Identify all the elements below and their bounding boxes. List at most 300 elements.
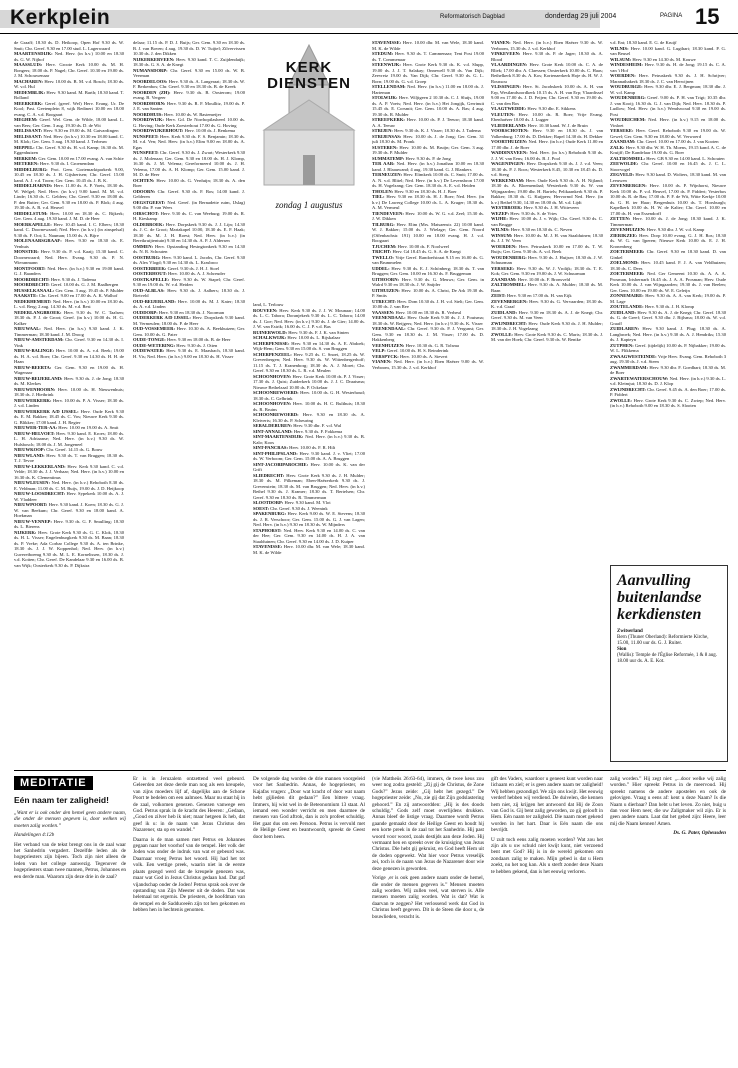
listing-place: OUDERKERK A/D IJSSEL:: [133, 315, 191, 320]
service-listing: [253, 390, 365, 401]
listing-services: Herv. 9.30 ds. T. Cammenaar; Tent Post 19.00 ds. T. Commenaar: [372, 51, 484, 62]
listing-place: ZWIJNDRECHT:: [491, 320, 527, 326]
meditatie-column-6: [610, 776, 726, 1061]
listing-place: NIEUWLEUSEN:: [14, 480, 50, 485]
service-listing: [133, 211, 245, 222]
listing-services: Herv. 10.00 ds. M. J. H. van Staalduinen; 18.30 ds. J. J. W. Veen: [491, 232, 603, 243]
listing-place: MACHAREN:: [14, 78, 44, 84]
service-listing: [14, 530, 124, 569]
listing-services: Herv. 10.00 ds. J. v. Wijk; Chr. Geref. 9.30 ds. C. van Brugge: [491, 216, 603, 227]
listing-services: Herv. 9.30 dhr. E. J. Bergman; 18.30 dhr. J. W. v.d. Kamp: [610, 84, 726, 95]
listing-services: Herv. 9.30 ds. J. H. Witteveen: [523, 205, 579, 210]
listing-place: MEERKERK:: [14, 100, 43, 106]
service-listing: [14, 326, 124, 337]
listing-services: Ned. Herv. (in h.v.) Oude Kerk 11.00 en 17.00 dhr. J. de Boer: [491, 139, 603, 150]
service-listing: [14, 376, 124, 387]
listing-place: OUDE-TONGE:: [133, 337, 166, 342]
listing-place: SCHERPENISSE:: [253, 340, 290, 346]
aanvulling-text-2: (Wallis): Temple de l'Église Reformée, 1 & 8 aug. 18.00 uur ds. A. E. Kot.: [617, 653, 718, 664]
listing-place: OIRSCHOT:: [133, 210, 159, 216]
service-listing: [14, 409, 124, 426]
listing-place: NOORDHUIS:: [133, 111, 163, 117]
listing-services: Herv. 9.30 ds. F. J. K. van Sinten: [288, 329, 349, 335]
listing-services: land, L. Terlouw: [253, 302, 284, 307]
listing-services: Herv. Dorpskerk 9.30 kand. M. Vermeulen; 18.00 ds. P. de Heer: [133, 315, 245, 326]
listing-services: Herv. 9.30 kand. M. Barth; 18.30 kand. T. Bolland: [14, 89, 124, 100]
service-listing: [14, 62, 124, 79]
listing-services: Ned. Herv. Kerk 9.30 en 14.00 ds. C. van der Hee; Ger. Gem. 9.30 en 14.00 ds. H. J. A. van Staalduinen; Chr. Geref. 9.30 en 14.00 ds. J. D. Kuiper: [253, 527, 365, 544]
service-listing: [372, 145, 484, 156]
listing-services: Herv. 9.30 en 18.30 ds. A. J. de Knegt; Chr. Geref. 9.30 ds. M. van Veen: [491, 309, 603, 320]
listing-services: Herv. Dorpskerk 9.30 ds. J. J. v.d. Veen; 18.30 ds. P. J. Roos; Westerkerk 8.45, 10.30 en 18.45 ds. D. v.d. Steeg: [491, 161, 603, 177]
service-listing: [610, 95, 726, 117]
service-listing: [491, 139, 603, 150]
listing-place: WINDESHEIM:: [610, 62, 643, 67]
service-listing: [372, 277, 484, 288]
service-listing: [14, 387, 124, 398]
listing-services: Herv. Groote Kerk 10.00 ds. M. H. Bongers; 18.00 ds. P. Nagel; Chr. Geref. 10.30 en 19.00 ds. J. M. Schouwenaar: [14, 62, 124, 78]
meditatie-paragraph: Daarna is de man samen met Petrus en Johannes gegaan naar het voorhof van de tempel. Het volk der Joden was onder de indruk van wat er gebeurd was. Daarnaar vroeg Petrus het woord. Hij had het tot volk. Een wettige preek, waarin niet in de eerste plaats gezegd werd dat de kreupele genezen was, maar wat God in Jezus Christus gedaan had. Dat gaf vijandschap onder de Joden! Petrus sprak ook over de opstanding van Zijn Meester uit de doden. Dat was helemaal tot ergernis. De priesters, de hoofdman van de tempel en de Sadduceeën zijn tot hen gekomen en hebben hen in hechtenis genomen.: [133, 836, 245, 914]
meditatie-quote: „Want er is ook onder den hemel geen andere naam, die onder de mensen gegeven is, door welken wij moeten zalig worden.”: [14, 810, 126, 829]
service-listing: [372, 62, 484, 84]
service-listing: [491, 266, 603, 277]
listing-place: STAVENISSE:: [372, 40, 402, 45]
listing-place: WINSUM:: [491, 232, 513, 238]
listing-place: RUINERWOLD:: [253, 329, 288, 335]
service-listing: [372, 255, 484, 266]
listing-place: NIEUWER-TER-AA:: [14, 425, 58, 430]
listing-services: Ned. Ger Gemeent 10.30 ds. A. A. A. Prosman, Irisbernarb 16.45 ds. J. A. A. Prosman; Herv. Oude Kerk 10.00 ds. J. van Wijngaarden; 19.30 ds. J. van Beelen; Ger. Gem. 10.00 en 19.00 ds. W. E. Geleijn: [610, 271, 726, 293]
listing-services: Herv. 9.30 en 18.30 ds. H. J. Boer; Ned. Herv. (in h.v.) De Lawerg College 10.00 ds. L. A. Kruger; 18.30 ds. A. M. Vermeul: [372, 194, 484, 210]
listing-services: Herv. 9.30 dhr. F. v.d. Wal: [293, 423, 342, 428]
listing-services: Herv. Elimkerk 10.00 ds. C. Smit; 17.00 ds. A. N. v.d. Blitel; Ned. Herv. (in h.v.) De Levensbron 17.00 ds. H. Vogelzang; Ger. Gem. 18.30 ds. A. E. v.d. Heiden: [372, 172, 484, 188]
listing-services: Ned. Herv. (in h.v.) 10.30 en 18.00 kand. C. M. Klok; Ger. Gem. 5 aug. 19.30 kand. J. Terbeuw: [14, 133, 124, 144]
listing-place: WOUDRICHEM:: [610, 117, 646, 122]
listing-services: Herv. 10.00 ds. P. A. Visser; 18.30 ds. J. v.d. Linden: [14, 397, 124, 408]
listing-place: OMMEN:: [133, 243, 154, 249]
listing-column-6: [610, 40, 726, 560]
listing-services: Herv. 9.30 en 18.30 ds. H. J. Boer: [394, 188, 457, 194]
service-listing: [133, 178, 245, 189]
service-listing: [491, 216, 603, 227]
service-listing: [491, 51, 603, 62]
listing-services: Herv. Oude Kerk 9.30 ds. E. M. Bakker; 18.45 ds. C. Vos; Nieuwe Kerk 9.30 ds. G. Blikker; 17.00 kand. J. H. Regter: [14, 408, 124, 425]
listing-place: NEDERLANGBROEK:: [14, 309, 62, 315]
service-listing: [253, 544, 365, 555]
listing-services: Chr. Geref. 9.30 ds. F. Bos; 14.00 kand. J. Gelderen: [133, 188, 245, 199]
listing-services: Herv. 10.00 en 18.30 ds. C. Bijkerk; Ger. Gem. 4 aug. 19.30 kand. J. M. D. de Heer: [14, 210, 124, 221]
listing-place: WOERDEN:: [491, 243, 517, 249]
service-listing: [133, 90, 245, 101]
listing-place: STELLENDAM:: [372, 84, 406, 89]
listing-place: WEZEP:: [491, 210, 510, 216]
listing-place: ZALTBOMMEL:: [491, 282, 527, 287]
listing-place: WOUDBURGE:: [610, 84, 643, 89]
listing-services: Herv. 10.00 en 18.30 ds. R. Verheul: [395, 309, 462, 315]
service-listing: [14, 348, 124, 365]
listing-place: MONTFOORT:: [14, 265, 46, 271]
listing-place: VIANEN:: [491, 40, 511, 45]
listing-place: SUMMATEMP:: [372, 155, 405, 161]
listing-place: MEDEMBLIK:: [14, 89, 46, 95]
listing-services: Ger. Gem. 9.30 en 19.00 ds. H. Wagenaar: [14, 364, 124, 375]
listing-place: VLISSINGEN:: [491, 84, 521, 89]
service-listing: [14, 222, 124, 239]
listing-services: Herv. Dom 10.30 ds. J. H. v.d. Stelt; Ger. Gem. 10.00 ds. J. van Ree: [372, 298, 484, 309]
listing-services: Herv. 9.30 ds. F. Fokkema: [293, 428, 343, 434]
service-listing: [133, 255, 245, 266]
listing-services: Herv. 9.30 ds. A. J. de Knegt; Chr. Geref. 18.30 ds. G. de Greef; Geref. 9.30 dhr. J. Bijlsma; 18.00 ds. W. v.d. Graaff: [610, 309, 726, 326]
listing-place: NOORDWIJKERHOUT:: [133, 128, 184, 133]
listing-services: Prot. Gem. Gortemarktparkerk 9.00, 10.45 en 18.30 ds. J. H. Gijsbertsen; Chr. Geref. 15.00 kand. A. J. v.d. Toorn; Ger. Gem. 10.45 ds. J. B. K.: [14, 166, 124, 183]
service-listing: [133, 326, 245, 337]
listing-services: v.d. Ent; 18.30 kand. E. G. de Kruijf: [610, 40, 677, 45]
listing-place: ZALK:: [610, 144, 625, 150]
listing-column-1: [14, 40, 124, 760]
listing-services: Herv. 10.00 ds. P. Wijnhorst, Nieuwe Kerk 10.00 ds. P. v.d. Heuvel, 17.00 ds. P. Fiddert; Vesterbos 10.00 ds. R. de Bas; 17.00 ds. P. F. de Wit, Witte Kerkje 10.00 ds. G. H. ter Haar; Bergenhuis 10.00 ds. T. Horsburgh; Kapelkerk 10.00 ds. H. W. de Kalter; Chr. Geref. 10.00 en 17.00 ds. H. van Essendorff: [610, 183, 726, 216]
service-listing: [253, 528, 365, 545]
service-listing: [372, 161, 484, 172]
service-listing: [253, 308, 365, 330]
kerkdiensten-box: [253, 40, 365, 298]
listing-services: Herv. 10.30 ds. A. Beekhuizen; Ger. Gem. 10.00 ds. G. Pater: [133, 326, 245, 337]
listing-place: SCHOONREWOERD:: [253, 390, 299, 395]
listing-place: MAASSLUIS:: [14, 62, 43, 67]
aanvulling-body: [611, 627, 727, 667]
meditatie-column-5: [491, 776, 603, 1061]
listing-services: Herv. 10.00 ds. L. Rijskalaar: [287, 335, 341, 340]
service-listing: [372, 134, 484, 145]
aanvulling-region-2: Sion: [617, 647, 627, 652]
listing-place: MELISSANT:: [14, 133, 43, 139]
listing-services: Herv. 9.30 kand. T. C. Zuijdendaijk; 18.30 ds. G. S. A. de Knegt: [133, 56, 245, 67]
service-listing: [372, 211, 484, 222]
listing-services: Herv. 10.00 dhr. M. van Wele, 18.30 kand. M. K. de Wilde: [372, 40, 484, 51]
listing-services: delaar; 11.15 ds. P. D. J. Buijs; Ger. Gem. 9.30 en 18.30 ds. B. J. van Boven; 4 aug. 19.30 ds. D. W. Tuijtel; Zilvervissen 10.30 ds. J. den Dikken: [133, 40, 245, 56]
publication-name: Reformatorisch Dagblad: [440, 14, 505, 20]
listing-place: VINKEVEEN:: [491, 51, 521, 56]
service-listing: [491, 178, 603, 206]
listing-services: Herv. Kerk 9.30 ds. F. S. Benjamin; 18.30 ds. M. v.d. Ven; Ned. Herv. (in h.v.) Elim 9.00 en 18.00 ds. A. Egas: [133, 133, 245, 150]
listing-place: UDDEL:: [372, 265, 390, 271]
listing-place: ZONNEMAIRE:: [610, 293, 644, 298]
listing-place: TJUCHEM:: [372, 243, 397, 249]
listing-services: Herv. Grote Kerk 9.30 ds. C. Zwiep; Ned. Herv. (in h.v.) Rehoboth 9.00 en 18.30 ds. S. Slooten: [610, 397, 726, 408]
listing-services: Herv. 10.00 ds. B. M. v.d. Bosch; 18.30 ds. W. v.d. Hul: [14, 78, 124, 89]
listing-place: SLOOTDORP:: [253, 500, 284, 505]
listing-services: Herv. Gd. De Norrhoptlasheerl 10.00 ds. G. Hoving; Oude Kerk Zoesterhout 17.00 ds. G. Hoving: [133, 117, 245, 128]
service-listing: [610, 260, 726, 271]
listing-services: Herv. 9.30 ds. W. C. Taalsen; 18.30 ds. P. J. de Groot; Geref. (in h.v.) 10.00 ds. H. G. Kalker: [14, 309, 124, 326]
service-listing: [610, 62, 726, 73]
listing-services: Ned. Herv. (in h.v.) 9.15 en 18.00 ds. Vinloet: [610, 117, 726, 128]
kerkdiensten-title: [253, 60, 365, 92]
listing-services: Herv. GB 9.30 en 14.00 kand. L. Schouten: [646, 155, 725, 161]
listing-services: Herv. 9.30 ds. E. Maasbach, 18.30 kand. H. Vis; Ned. Herv. (in h.v.) 9.00 en 18.30 ds. H. Visser: [133, 348, 245, 359]
listing-services: Geref. 9.30 ds. J. H. J. Stoel: [167, 265, 220, 271]
listing-place: NIEUWLAND:: [14, 452, 45, 458]
meditatie-paragraph: Vorige ‚er is ook geen andere naam onder de hemel, die onder de mensen gegeven is.” Mensen moeten zalig worden. Wij zullen veel, wat sterven is. Alle mensen moeten zalig worden. Wat is dat? Wat is daarvan te zeggen? Het verlossend werk dat God in Christus heeft gegeven. Dit is de Steen die door u, de bouwlieden, veracht is.: [372, 875, 484, 920]
listing-place: STAPHORST:: [253, 527, 282, 533]
listing-services: Chr. Geref. 9.00 en 17.00 ds. A. K. Walhof: [38, 293, 118, 298]
listing-services: Herv. Elim (Mrs. Matsaenstr. 22) 10.00 kand. W. J. Bakker; 15.00 ds. J. Wielage; Ger. Gem. Noord (Offenbachstr. 191) 10.00 en 18.00 evang. H. J. v.d. Boogaart: [372, 221, 484, 243]
listing-services: Geref. 10.00 ds. G. J. M. Baalbergen: [50, 282, 119, 287]
issue-date: donderdag 29 juli 2004: [545, 13, 617, 20]
service-listing: [14, 266, 124, 277]
kerkdiensten-date: zondag 1 augustus: [275, 200, 343, 210]
listing-services: Herv. 10.00 ds. J. de Jong; Ger. Gem. 31 juli 18.30 ds. M. Pronk: [372, 133, 484, 144]
listing-services: Ger. Gem. 10.00 en 17.00 evang. A. van Schie: [38, 155, 124, 161]
listing-place: SEBALDEBUREN:: [253, 423, 293, 428]
listing-place: SUSTEREN:: [372, 144, 398, 150]
service-listing: [372, 359, 484, 370]
listing-place: YERSEKE:: [610, 128, 634, 133]
listing-place: OUD-BEIJERLAND:: [133, 298, 176, 304]
service-listing: [133, 277, 245, 288]
listing-services: Herv. 10.00 kand. G. Lugthart; 18.30 kand. P. G. van Beusel: [610, 45, 726, 56]
service-listing: [14, 398, 124, 409]
listing-services: Herv. 10.00 ds. W. G. v.d. Zeel; 15.30 ds. J. W. Dikken: [372, 210, 484, 221]
listing-services: Herv. 10.00 ds. W. Bastemeijer: [164, 111, 222, 117]
service-listing: [14, 502, 124, 519]
service-listing: [610, 183, 726, 216]
service-listing: [14, 134, 124, 145]
listing-services: Herv. 9.30 dhr. J. W. v.d. Kamp: [646, 227, 705, 232]
listing-place: NUMANSDORP:: [133, 67, 168, 73]
listing-place: MEGHEM:: [14, 117, 38, 122]
service-listing: [372, 266, 484, 277]
listing-place: NOORDHORN:: [133, 100, 166, 106]
service-listing: [491, 150, 603, 161]
listing-services: Herv. 10.45 kand. I. C. Elbers; 18.30 kand. C. Doornewaard; Ned. Herv. (in h.v.) (in zinspelsal) 9.30 ds. F. Oot; L. Nauman; 15.00 ds. A. Bijre: [14, 221, 124, 238]
service-listing: [610, 128, 726, 139]
service-listing: [610, 354, 726, 365]
service-listing: [491, 321, 603, 332]
listing-place: MOERKAPELLE:: [14, 221, 52, 227]
listing-place: UITHOORN:: [372, 276, 400, 282]
header-rule: [0, 33, 738, 34]
listing-services: Chr. Geref. 10.00 en 16.45 ds. J. C. L. Stoorvogel: [610, 161, 726, 172]
listing-services: Ned. Herv. (in h.v.) 9.30 ds. L. v.d. Kleimjut; 18.30 ds. D. J. Klop: [610, 375, 726, 386]
service-listing: [372, 194, 484, 211]
listing-services: Herv. Dorpskerk 9.30 ds. J. J. Lijn; 14.30 ds. J. C. de Groot; Mariakapel 10.00, 18.30 ds. E. F. Haak; 18.30 ds. M. J. H. Roest; Ned. Herv. (in h.v.) (in Bereikruijtentuin) 9.30 en 14.30 ds. A. P. J. Aldersen: [133, 221, 245, 243]
listing-place: WILNIS:: [491, 227, 510, 232]
listing-services: Herv. Gd 18.45 ds. G. S. A. de Knegt: [392, 249, 461, 254]
listing-services: Herv. 9.30 ds. W. Stapel; Chr. Geref. 9.30 en 19.00 ds. W. v.d. Heiden: [133, 276, 245, 287]
listing-place: VLEUTEN:: [491, 111, 515, 117]
service-listing: [610, 84, 726, 95]
service-listing: [372, 84, 484, 95]
service-listing: [14, 299, 124, 310]
listing-services: Chr. Geref. 9.30 ds. J. Zwart; Westerkerk 9.30 ds. J. Molenaar; Ger. Gem. 9.30 en 18.00 ds. H. J. Klomp, 16.30 ds. J. M. Velema; Gereformeerd 10.00 ds. J. H. Velema, 17.00 ds. A. H. Klomp; Ger. Gem. 15.00 kand. J. M. D. de Heer: [133, 150, 245, 177]
listing-place: VEENHUIZEN:: [372, 342, 405, 348]
listing-services: Chr. Geref. 14.15 ds. G. Bouw: [46, 447, 103, 452]
listing-services: Geref. Wel. Gem. de Wilde, 18.00 kand. L. van Bers; Ger. Gem. 3 aug. 19.30 ds. D. de Wit: [14, 117, 124, 128]
listing-services: Geref. 10.00 ds. H. S. Reinderink: [386, 348, 449, 353]
listing-place: ZUIDLAND:: [491, 309, 518, 315]
listing-place: NIEUW-LEKKERLAND:: [14, 463, 66, 469]
listing-place: OEGSTGEEST:: [133, 199, 166, 205]
listing-services: Herv. Grote Kerk 9.30 ds. J. H. Mulder; 18.30 ds. M. Pilkeman; Eben-Haëzerkerk 9.30 ds. J. Grevenstein; 18.30 ds. M. van Bruggen; Ned. Herv. (in h.v.) Bethel 9.30 ds. J. Kramer; 18.30 ds. T. Bertelsen; Chr. Geref. 9.30 en 18.30 ds. R. Timmerman: [253, 472, 365, 500]
service-listing: [253, 451, 365, 462]
service-listing: [14, 480, 124, 491]
service-listing: [133, 315, 245, 326]
listing-column-3: [253, 302, 365, 760]
listing-services: Herv. 9.30 dhr. W. H. Th. Moens, 19.15 kand. A. C. de Kruijff; De Kandelaar 19.00 ds. G. Boer: [610, 144, 726, 155]
listing-services: Herv. 9.30 en 14.30 ds. A. E. Abdoek; Wijk-Hem; Gem. 9.30 en 15.00 ds. S. van Bruggen: [253, 340, 365, 351]
listing-services: Herv. 9.25 ds. C. Snoei, 18.25 ds. W. Grevenbergen; Ned. Herv. 9.30 ds. W. Wittenbergerhoff; 11.15 ds. T. J. Kranenborg; 18.30 ds. A. J. Moret; Chr. Geref. 9.30 en 18.30 ds. L. R. v.d. Meulen: [253, 351, 365, 373]
listing-place: ZOETERMEER:: [610, 249, 645, 254]
listing-place: SOEST:: [253, 505, 269, 511]
aanvulling-region: Zwitserland: [617, 629, 643, 634]
listing-place: ZWOLLE:: [491, 331, 513, 337]
listing-services: Herv. 10.45 kand. F. J. A. van Veldhuizen; 18.30 ds. C. Dees: [610, 260, 726, 271]
listing-place: ODOORN:: [133, 188, 156, 194]
service-listing: [14, 431, 124, 448]
meditatie-paragraph: De volgende dag worden de drie mannen voorgeleid voor het Sanhedrin. Annas, de hogepriester, en Kajafas vragen: „Door wat kracht of door wat naam hebt gijlieden dit gedaan?” Een bittere vraag. Immers, hij wist wel in de Beteonomium 13 staat. Al iemand een wonder verricht en men daarmee de mensen van God aftrok, dan is zo'n profeet schuldig. Het gaat dus om een Persoon. Petrus is vervuld met de Heilige Geest en beantwoordt, spreekt de Geest door hem heen.: [253, 776, 365, 840]
listing-place: ZUTPHEN:: [610, 342, 634, 348]
listing-place: YERSEKE:: [491, 265, 515, 271]
listing-services: Herv. Oude Kerk 9.30 ds. J. J. Poutsma; 18.30 ds. W. Reijgers; Ned. Herv. (in h.v.) 9.30 ds. K. Visser: [372, 315, 484, 326]
service-listing: [610, 172, 726, 183]
listing-place: VEENENDAAL:: [372, 326, 406, 331]
service-listing: [372, 117, 484, 128]
service-listing: [14, 211, 124, 222]
listing-place: ZEVENBERGEN:: [491, 298, 528, 304]
listing-services: Herv. Petruskerk 9.30 ds. J. H. Schrijver; Maranathakerk 18.30 ds. J. C. van Herwijnen: [610, 73, 726, 84]
listing-place: ZUIDLAREN:: [610, 326, 640, 331]
service-listing: [14, 167, 124, 184]
meditatie-paragraph: Er is in Jeruzalem ontzettend veel gebeurd. Geleerden zet deze derde man nog als een kreupele, van zijns moeders lijf af, dagelijks aan de Schone Poort te bedelen om een aalmoes. Maar nu staat hij in de zaal, volkomen genezen. Genezen vanwege een God. Petrus sprak in de kracht des Heeren: „Gedaan, „Goud en zilver heb ik niet; maar hetgeen ik heb, dat geef ik u: in de naam van Jezus Christus den Nazarener, sta op en wandel.”: [133, 776, 245, 834]
listing-services: Chr. Geref. 9.30 en 14.30 ds. I. Vink: [14, 337, 124, 348]
listing-services: Herv. 9.30 kand. J. Koen; 18.30 ds. G. J. W. van Beekum; Chr. Geref. 9.30 en 18.00 kand. A. Hoekman: [14, 502, 124, 518]
listing-services: Ned. Herv. (in h.v.) Rehoboth 9.30 ds. J. J. W. van Eens; 16.00 ds. B. J. Pool: [491, 150, 603, 161]
listing-services: Herv. 11.00 ds. A. P. Voets, 18.30 ds. W. Welgel; Ned. Herv. (in h.v.) 9.00 kand. M. M. v.d. Linde; 16.30 ds. C. Gelders; Chr. Geref. 9.30 en 18.00 ds. P. den Butter; Ger. Gem. 9.30 en 18.00 ds. P. Blok; 4 aug. 19.30 ds. A. B. v.d. Heuvel: [14, 183, 124, 210]
listing-place: SINT-PHILIPSLAND:: [253, 450, 298, 456]
listing-place: NUNSPEET:: [133, 133, 159, 139]
listing-place: TWELLO:: [372, 254, 394, 260]
listing-place: UTRECHT:: [372, 298, 396, 304]
service-listing: [133, 244, 245, 255]
listing-place: MAARTENSDIJK:: [14, 51, 53, 56]
service-listing: [372, 222, 484, 244]
listing-services: Herv. 9.30 ds. P. v.d. Kaaij; 15.30 kand. C. Doornewaard; Ned. Herv. Evang. 9.30 ds. P. N. Wieranmann: [14, 249, 124, 265]
service-listing: [14, 249, 124, 266]
listing-place: WOUDENBERG:: [491, 254, 527, 260]
listing-services: Herv. 9.30 ds. J. Aalbers; 18.30 ds. J. Rietveld: [133, 287, 245, 298]
listing-services: Herv. Dorp 10.00 evang. G. J. H. Ros; 18.30 ds. W. G. van Ijperen; Nieuwe Kerk 10.00 ds. E. J. H. Kronenberg: [610, 232, 726, 249]
page-header: [0, 0, 738, 34]
service-listing: [372, 40, 484, 51]
listing-place: NIEUWERKERK:: [14, 397, 52, 403]
service-listing: [14, 491, 124, 502]
service-listing: [133, 57, 245, 68]
listing-place: VOORSCHOTEN:: [491, 128, 529, 133]
service-listing: [133, 79, 245, 90]
listing-services: Herv. 9.30 ds. J. Huijser; 18.30 ds. J. W. Schuurman: [491, 254, 603, 265]
listing-services: Herv. Grote Kerk 10.00 ds. C. A. de Bliek; 17.00 dhr. A. Claessen; Oosterkerk 10.00 ds. C. Haas; Bethelkerk 8.30 ds. A. Kos; Kortenaerkerk Hoje ds. H. W. J. Roussou: [491, 62, 603, 84]
service-listing: [372, 315, 484, 326]
listing-place: NIEUW-BALINGE:: [14, 348, 55, 353]
service-listing: [610, 249, 726, 260]
listing-services: Herv. 10.00 ds. A. J. Schreuder: [168, 271, 226, 276]
listing-services: Geref. (geref. Wel) Herv. Evang. Ur. De Kool; Past. Geetenplein 8, wijk Redinert 10.00 en 18.00 evang. C. A. v.d. Boogaart: [14, 100, 124, 117]
service-listing: [610, 233, 726, 250]
listing-place: STRIJEN:: [372, 128, 393, 133]
listing-place: WAGENINGEN:: [491, 161, 525, 166]
listing-place: ZEVENBERGEN:: [610, 183, 647, 188]
listing-place: ZIERIKZEE:: [610, 232, 638, 238]
listing-place: ROUVEEN:: [253, 307, 278, 313]
service-listing: [491, 332, 603, 343]
listing-place: ZALTBOMMEL:: [610, 155, 646, 161]
listing-services: Herv. Kerk 9.30 kand. C. v.d. Velde; 18.30 ds. J. J. Verhaar; Ned. Herv. (in h.v.) 10.00 en 16.30 ds. K. Clementinus: [14, 463, 124, 480]
listing-services: Herv. 9.30 ds. W. J. Vrolijk; 18.30 ds. T. E. Kok; Ger. Gem. 9.30 en 19.00 ds. J. W. Schuurman: [491, 265, 603, 276]
service-listing: [610, 46, 726, 57]
listing-services: Herv. 10.00 ds. A. Sievert: [399, 353, 448, 359]
service-listing: [491, 244, 603, 255]
section-title: Kerkplein: [10, 6, 111, 29]
listing-place: NIJKERKERVEEN:: [133, 56, 175, 62]
listing-services: Herv. 9.30 ds. G. Vervaarden; 18.30 ds. K. v.d. Graaf: [491, 298, 603, 309]
listing-place: NIEUW-HELVOET:: [14, 430, 55, 436]
listing-services: Herv. Kerk 9.30 ds. J. J. W. Mounaar; 14.00 ds. L. C. Tabora; Doranjekerk 9.30 ds. L. C. Tabora; 14.00 ds. J. Goe; Ned. Herv. (in h.v.) 9.30 ds. J. de Gier; 14.00 ds. J. W. van Estrik; 16.00 ds. C. J. P. v.d. Bas: [253, 307, 365, 329]
listing-services: Herv. 10.00 ds. K. van der Grift: [253, 461, 365, 472]
service-listing: [14, 337, 124, 348]
service-listing: [14, 519, 124, 530]
listing-place: OUD-VOSSEMEER:: [133, 326, 176, 331]
service-listing: [14, 365, 124, 376]
service-listing: [14, 310, 124, 327]
listing-services: Herv. 9.30 ds. H. de Jong; 19.15 ds. C. A. van 't Hof: [610, 62, 726, 73]
listing-place: NIEUWAAL:: [14, 326, 41, 331]
listing-services: Herv. 9.30 en 18.00 ds. B. de Heer: [167, 337, 231, 342]
meditatie-column-3: [253, 776, 365, 1061]
listing-place: MEPPEL:: [14, 144, 35, 150]
listing-services: Herv. 9.30 ds. J. de Jong; 18.30 ds. M. Klerkes: [14, 375, 124, 386]
service-listing: [610, 271, 726, 293]
listing-services: Ned. Herv. (in h.v.) 9.30 kand. J. K. Timmerman; 18.30 kand. J. M. Droog: [14, 326, 124, 337]
service-listing: [491, 161, 603, 178]
listing-place: ZEGVELD:: [610, 172, 634, 177]
listing-place: ZWAAGWESTEINDE:: [610, 353, 657, 359]
listing-services: Herv. 9.30 en 18.30 ds. J. Noorman: [158, 309, 225, 315]
listing-services: Herv. 9.30 kand. E. Kroes; 18.00 ds. L. H. Adriaanse; Ned. Herv. (in h.v.) 9.30 ds. W. Hulsbosch; 18.00 ds. J. M. Jongeneel: [14, 430, 124, 447]
service-listing: [133, 40, 245, 57]
listing-services: Herv. 9.30 kand. L. Jacobs, Chr. Geref. 9.30 ds. Alex Vlogd; 9.30 en 14.30 ds. L. Krasbroo: [133, 254, 245, 265]
listing-place: OOSTKAPELLE:: [133, 276, 170, 282]
service-listing: [253, 473, 365, 501]
listing-place: MOLENAARSGRAAF:: [14, 238, 62, 243]
service-listing: [133, 134, 245, 151]
listing-place: VERSPYCK:: [372, 353, 399, 359]
service-listing: [253, 341, 365, 352]
meditatie-column-2: [133, 776, 245, 1061]
listing-place: NIEUW-VENNEP:: [14, 518, 52, 524]
listing-place: ZEVENHUIZEN:: [610, 227, 646, 232]
listing-place: TRICHT:: [372, 249, 392, 254]
listing-place: NUNSPEET:: [133, 150, 159, 155]
service-listing: [14, 90, 124, 101]
listing-services: Ned. Herv. (in h.v.) 10.00 en 18.30 ds. G. W. Nijhof: [14, 51, 124, 62]
service-listing: [491, 84, 603, 106]
listing-place: NIEUWENHOORN:: [14, 386, 56, 392]
service-listing: [14, 51, 124, 62]
listing-place: VOORTHUIZEN:: [491, 139, 528, 144]
service-listing: [14, 101, 124, 118]
listing-services: Ned. Geref. (in Bernadette ruim, IJslag) 9.00 dhr. P. van Wees: [133, 199, 245, 210]
listing-place: STRIJENSAS:: [372, 133, 402, 139]
